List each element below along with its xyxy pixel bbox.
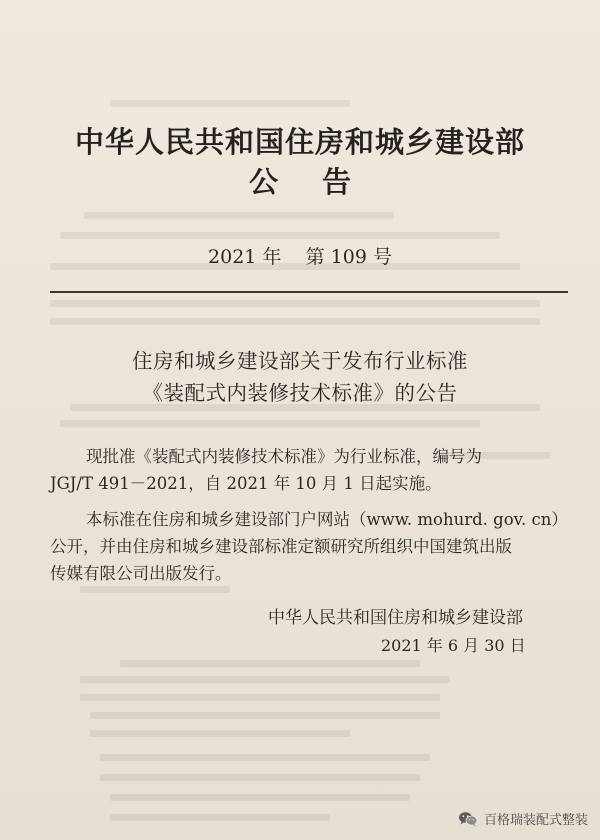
signature-organization: 中华人民共和国住房和城乡建设部	[268, 608, 523, 628]
body-line: 本标准在住房和城乡建设部门户网站（www. mohurd. gov. cn）	[86, 510, 568, 529]
signature-date: 2021 年 6 月 30 日	[381, 636, 526, 655]
department-title: 中华人民共和国住房和城乡建设部	[74, 125, 525, 159]
body-line: 传媒有限公司出版发行。	[50, 564, 232, 583]
notice-label: 公告	[248, 165, 395, 199]
wechat-icon	[458, 811, 478, 827]
body-line: 公开，并由住房和城乡建设部标准定额研究所组织中国建筑出版	[50, 537, 512, 556]
issue-number: 2021 年 第 109 号	[208, 246, 392, 268]
watermark	[458, 809, 588, 828]
body-line: 现批准《装配式内装修技术标准》为行业标准，编号为	[86, 447, 482, 466]
body-line: JGJ/T 491－2021，自 2021 年 10 月 1 日起实施。	[50, 474, 442, 493]
header-divider	[50, 291, 568, 293]
headline-line-1: 住房和城乡建设部关于发布行业标准	[132, 349, 468, 373]
watermark-text: 百格瑞装配式整装	[483, 813, 588, 828]
headline-line-2: 《装配式内装修技术标准》的公告	[142, 381, 458, 405]
